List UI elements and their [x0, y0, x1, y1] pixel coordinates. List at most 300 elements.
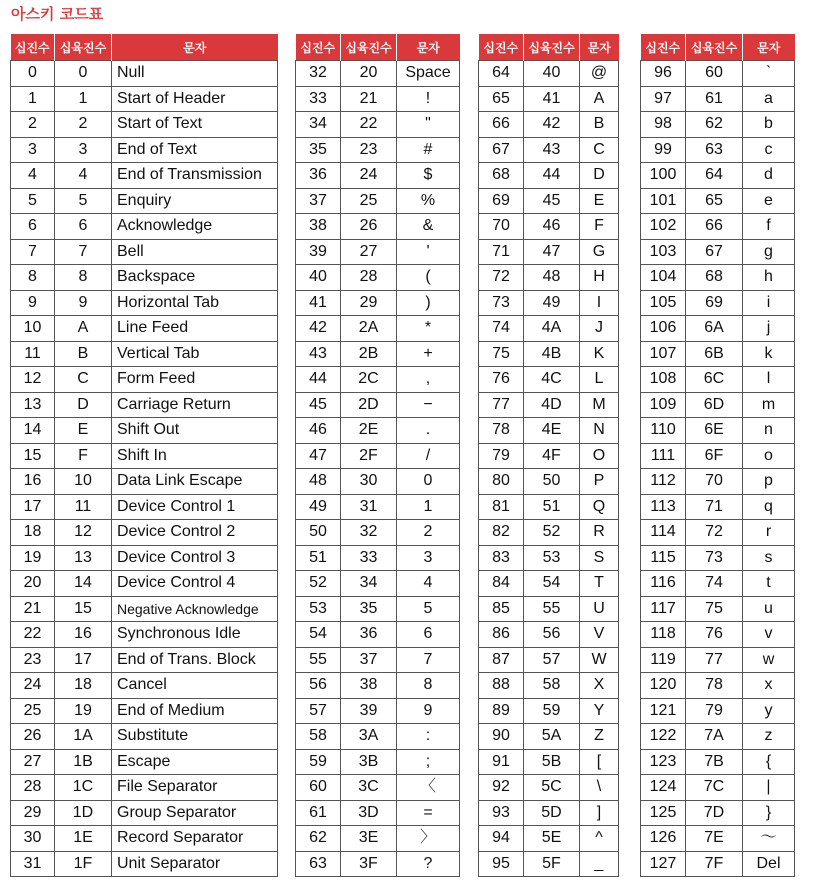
cell-hex: 7 [55, 239, 112, 265]
cell-char: ) [397, 290, 460, 316]
cell-char: U [580, 596, 619, 622]
cell-char: N [580, 418, 619, 444]
table-row [641, 545, 795, 571]
cell-decimal: 25 [11, 698, 55, 724]
cell-hex: 1 [55, 86, 112, 112]
table-row [296, 520, 460, 546]
cell-hex: 43 [524, 137, 580, 163]
cell-hex: 5B [524, 749, 580, 775]
table-row [479, 520, 619, 546]
table-row [296, 239, 460, 265]
cell-decimal: 70 [479, 214, 524, 240]
cell-decimal: 9 [11, 290, 55, 316]
cell-decimal: 0 [11, 61, 55, 87]
table-row [479, 214, 619, 240]
cell-char: 6 [397, 622, 460, 648]
table-row [641, 494, 795, 520]
cell-decimal: 100 [641, 163, 686, 189]
cell-char: v [743, 622, 795, 648]
cell-decimal: 102 [641, 214, 686, 240]
cell-decimal: 35 [296, 137, 341, 163]
cell-char: File Separator [112, 775, 278, 801]
cell-decimal: 3 [11, 137, 55, 163]
cell-char: / [397, 443, 460, 469]
table-row [11, 61, 278, 87]
cell-decimal: 17 [11, 494, 55, 520]
cell-decimal: 72 [479, 265, 524, 291]
cell-char: q [743, 494, 795, 520]
cell-decimal: 103 [641, 239, 686, 265]
cell-hex: 44 [524, 163, 580, 189]
table-row [296, 443, 460, 469]
cell-decimal: 86 [479, 622, 524, 648]
cell-hex: 22 [341, 112, 397, 138]
cell-hex: 6A [686, 316, 743, 342]
cell-hex: 41 [524, 86, 580, 112]
cell-hex: 5 [55, 188, 112, 214]
cell-decimal: 101 [641, 188, 686, 214]
cell-decimal: 76 [479, 367, 524, 393]
cell-char: [ [580, 749, 619, 775]
cell-decimal: 21 [11, 596, 55, 622]
cell-hex: 38 [341, 673, 397, 699]
cell-hex: 15 [55, 596, 112, 622]
cell-hex: 45 [524, 188, 580, 214]
cell-decimal: 53 [296, 596, 341, 622]
table-row [641, 443, 795, 469]
cell-decimal: 117 [641, 596, 686, 622]
table-row [641, 520, 795, 546]
cell-decimal: 26 [11, 724, 55, 750]
cell-hex: 8 [55, 265, 112, 291]
cell-decimal: 20 [11, 571, 55, 597]
cell-decimal: 107 [641, 341, 686, 367]
table-row [641, 418, 795, 444]
cell-char: End of Trans. Block [112, 647, 278, 673]
cell-decimal: 104 [641, 265, 686, 291]
cell-decimal: 52 [296, 571, 341, 597]
cell-decimal: 75 [479, 341, 524, 367]
cell-decimal: 98 [641, 112, 686, 138]
cell-hex: 52 [524, 520, 580, 546]
table-row [11, 290, 278, 316]
cell-decimal: 81 [479, 494, 524, 520]
cell-hex: 54 [524, 571, 580, 597]
header-decimal: 십진수 [296, 34, 341, 61]
table-row [296, 494, 460, 520]
cell-char: Carriage Return [112, 392, 278, 418]
cell-char: Null [112, 61, 278, 87]
cell-hex: 35 [341, 596, 397, 622]
cell-hex: 74 [686, 571, 743, 597]
cell-char: H [580, 265, 619, 291]
cell-char: Shift In [112, 443, 278, 469]
table-header-row [479, 34, 619, 61]
cell-char: , [397, 367, 460, 393]
cell-decimal: 68 [479, 163, 524, 189]
cell-char: : [397, 724, 460, 750]
table-row [11, 86, 278, 112]
cell-decimal: 112 [641, 469, 686, 495]
cell-decimal: 42 [296, 316, 341, 342]
table-row [11, 316, 278, 342]
cell-char: Line Feed [112, 316, 278, 342]
cell-decimal: 6 [11, 214, 55, 240]
cell-hex: 6C [686, 367, 743, 393]
cell-decimal: 56 [296, 673, 341, 699]
table-row [11, 265, 278, 291]
cell-decimal: 92 [479, 775, 524, 801]
cell-char: b [743, 112, 795, 138]
cell-hex: 20 [341, 61, 397, 87]
cell-decimal: 97 [641, 86, 686, 112]
table-row [11, 443, 278, 469]
cell-char: L [580, 367, 619, 393]
cell-char: Device Control 3 [112, 545, 278, 571]
table-row [641, 367, 795, 393]
cell-decimal: 46 [296, 418, 341, 444]
table-row [641, 163, 795, 189]
table-row [296, 290, 460, 316]
table-row [11, 520, 278, 546]
table-row [11, 800, 278, 826]
table-row [11, 367, 278, 393]
cell-decimal: 111 [641, 443, 686, 469]
cell-hex: 4E [524, 418, 580, 444]
cell-hex: 6 [55, 214, 112, 240]
cell-decimal: 116 [641, 571, 686, 597]
table-row [11, 469, 278, 495]
table-row [296, 800, 460, 826]
cell-decimal: 40 [296, 265, 341, 291]
cell-char: ～ [743, 826, 795, 852]
table-row [479, 647, 619, 673]
cell-decimal: 106 [641, 316, 686, 342]
cell-hex: 24 [341, 163, 397, 189]
cell-char: Synchronous Idle [112, 622, 278, 648]
cell-char: i [743, 290, 795, 316]
table-row [479, 469, 619, 495]
cell-hex: 3C [341, 775, 397, 801]
cell-hex: 5E [524, 826, 580, 852]
cell-char: Acknowledge [112, 214, 278, 240]
table-row [296, 749, 460, 775]
table-row [479, 545, 619, 571]
cell-decimal: 90 [479, 724, 524, 750]
cell-char: & [397, 214, 460, 240]
header-hex: 십육진수 [55, 34, 112, 61]
cell-decimal: 125 [641, 800, 686, 826]
cell-decimal: 124 [641, 775, 686, 801]
table-row [11, 188, 278, 214]
table-row [641, 775, 795, 801]
cell-char: G [580, 239, 619, 265]
cell-decimal: 77 [479, 392, 524, 418]
cell-hex: 5F [524, 851, 580, 877]
cell-decimal: 94 [479, 826, 524, 852]
cell-hex: 7B [686, 749, 743, 775]
cell-decimal: 19 [11, 545, 55, 571]
table-row [641, 239, 795, 265]
cell-hex: 31 [341, 494, 397, 520]
table-header-row [11, 34, 278, 61]
table-row [296, 775, 460, 801]
cell-char: = [397, 800, 460, 826]
cell-hex: 50 [524, 469, 580, 495]
cell-char: 8 [397, 673, 460, 699]
cell-hex: 2A [341, 316, 397, 342]
cell-decimal: 12 [11, 367, 55, 393]
cell-hex: 3F [341, 851, 397, 877]
cell-hex: 4 [55, 163, 112, 189]
cell-hex: 3D [341, 800, 397, 826]
table-row [296, 673, 460, 699]
cell-decimal: 113 [641, 494, 686, 520]
cell-char: W [580, 647, 619, 673]
cell-decimal: 14 [11, 418, 55, 444]
table-row [11, 673, 278, 699]
cell-hex: 75 [686, 596, 743, 622]
cell-hex: 2B [341, 341, 397, 367]
table-row [641, 214, 795, 240]
cell-char: w [743, 647, 795, 673]
table-row [641, 392, 795, 418]
cell-char: d [743, 163, 795, 189]
cell-char: Device Control 2 [112, 520, 278, 546]
cell-decimal: 120 [641, 673, 686, 699]
cell-char: p [743, 469, 795, 495]
cell-char: J [580, 316, 619, 342]
table-row [11, 137, 278, 163]
cell-char: y [743, 698, 795, 724]
cell-hex: 76 [686, 622, 743, 648]
table-row [641, 622, 795, 648]
table-row [11, 571, 278, 597]
cell-hex: 53 [524, 545, 580, 571]
cell-decimal: 83 [479, 545, 524, 571]
header-hex: 십육진수 [686, 34, 743, 61]
cell-hex: 36 [341, 622, 397, 648]
table-row [479, 341, 619, 367]
cell-decimal: 126 [641, 826, 686, 852]
cell-decimal: 29 [11, 800, 55, 826]
cell-hex: 12 [55, 520, 112, 546]
cell-char: Start of Header [112, 86, 278, 112]
cell-hex: 71 [686, 494, 743, 520]
cell-hex: 2E [341, 418, 397, 444]
table-row [479, 239, 619, 265]
cell-decimal: 66 [479, 112, 524, 138]
cell-char: Form Feed [112, 367, 278, 393]
table-row [641, 469, 795, 495]
cell-hex: 57 [524, 647, 580, 673]
table-row [296, 112, 460, 138]
cell-char: # [397, 137, 460, 163]
cell-decimal: 51 [296, 545, 341, 571]
cell-hex: 6D [686, 392, 743, 418]
cell-char: S [580, 545, 619, 571]
cell-hex: 3 [55, 137, 112, 163]
cell-char: ? [397, 851, 460, 877]
cell-decimal: 110 [641, 418, 686, 444]
cell-decimal: 105 [641, 290, 686, 316]
cell-hex: 7D [686, 800, 743, 826]
cell-decimal: 80 [479, 469, 524, 495]
cell-char: X [580, 673, 619, 699]
cell-decimal: 1 [11, 86, 55, 112]
cell-hex: 68 [686, 265, 743, 291]
cell-hex: 29 [341, 290, 397, 316]
cell-char: z [743, 724, 795, 750]
cell-char: 3 [397, 545, 460, 571]
table-row [11, 163, 278, 189]
table-row [296, 392, 460, 418]
table-row [479, 698, 619, 724]
cell-decimal: 67 [479, 137, 524, 163]
cell-hex: 46 [524, 214, 580, 240]
table-row [296, 214, 460, 240]
table-header-row [641, 34, 795, 61]
cell-char: E [580, 188, 619, 214]
cell-hex: 1A [55, 724, 112, 750]
cell-hex: 1D [55, 800, 112, 826]
table-row [296, 86, 460, 112]
cell-hex: 4C [524, 367, 580, 393]
table-row [296, 469, 460, 495]
cell-char: − [397, 392, 460, 418]
cell-decimal: 95 [479, 851, 524, 877]
table-row [641, 265, 795, 291]
cell-decimal: 5 [11, 188, 55, 214]
cell-hex: 14 [55, 571, 112, 597]
table-row [641, 851, 795, 877]
table-row [641, 86, 795, 112]
cell-hex: 2C [341, 367, 397, 393]
cell-hex: F [55, 443, 112, 469]
table-row [479, 775, 619, 801]
table-row [641, 826, 795, 852]
table-row [11, 239, 278, 265]
cell-char: h [743, 265, 795, 291]
cell-char: Record Separator [112, 826, 278, 852]
cell-hex: 4A [524, 316, 580, 342]
table-row [296, 418, 460, 444]
cell-decimal: 36 [296, 163, 341, 189]
cell-decimal: 31 [11, 851, 55, 877]
cell-char: ; [397, 749, 460, 775]
cell-decimal: 43 [296, 341, 341, 367]
cell-decimal: 44 [296, 367, 341, 393]
cell-decimal: 121 [641, 698, 686, 724]
cell-char: I [580, 290, 619, 316]
table-row [296, 137, 460, 163]
cell-decimal: 18 [11, 520, 55, 546]
cell-hex: D [55, 392, 112, 418]
cell-char: @ [580, 61, 619, 87]
cell-char: " [397, 112, 460, 138]
cell-hex: 4D [524, 392, 580, 418]
cell-char: + [397, 341, 460, 367]
table-row [11, 826, 278, 852]
table-row [479, 367, 619, 393]
table-row [641, 673, 795, 699]
table-row [296, 596, 460, 622]
cell-hex: 5A [524, 724, 580, 750]
cell-char: 1 [397, 494, 460, 520]
page-title: 아스키 코드표 [11, 5, 104, 23]
table-row [641, 137, 795, 163]
cell-char: K [580, 341, 619, 367]
cell-hex: 23 [341, 137, 397, 163]
table-row [296, 188, 460, 214]
header-decimal: 십진수 [641, 34, 686, 61]
cell-decimal: 71 [479, 239, 524, 265]
cell-hex: 62 [686, 112, 743, 138]
cell-char: 9 [397, 698, 460, 724]
cell-char: 2 [397, 520, 460, 546]
table-row [296, 826, 460, 852]
cell-hex: 7F [686, 851, 743, 877]
cell-hex: 19 [55, 698, 112, 724]
table-row [641, 61, 795, 87]
cell-decimal: 58 [296, 724, 341, 750]
table-row [641, 571, 795, 597]
cell-char: { [743, 749, 795, 775]
table-row [479, 265, 619, 291]
cell-char: l [743, 367, 795, 393]
cell-decimal: 15 [11, 443, 55, 469]
cell-decimal: 8 [11, 265, 55, 291]
cell-decimal: 24 [11, 673, 55, 699]
table-row [479, 749, 619, 775]
table-row [641, 112, 795, 138]
header-char: 문자 [743, 34, 795, 61]
cell-char: s [743, 545, 795, 571]
cell-char: j [743, 316, 795, 342]
cell-hex: 67 [686, 239, 743, 265]
cell-char: D [580, 163, 619, 189]
cell-decimal: 118 [641, 622, 686, 648]
table-row [641, 647, 795, 673]
cell-hex: 21 [341, 86, 397, 112]
table-row [11, 596, 278, 622]
cell-decimal: 37 [296, 188, 341, 214]
cell-decimal: 88 [479, 673, 524, 699]
cell-char: Backspace [112, 265, 278, 291]
cell-decimal: 123 [641, 749, 686, 775]
cell-hex: 2 [55, 112, 112, 138]
cell-char: A [580, 86, 619, 112]
cell-decimal: 122 [641, 724, 686, 750]
table-row [296, 61, 460, 87]
cell-decimal: 65 [479, 86, 524, 112]
cell-char: Start of Text [112, 112, 278, 138]
cell-char: % [397, 188, 460, 214]
cell-hex: 60 [686, 61, 743, 87]
cell-char: Data Link Escape [112, 469, 278, 495]
cell-decimal: 11 [11, 341, 55, 367]
table-row [641, 596, 795, 622]
cell-hex: 39 [341, 698, 397, 724]
cell-hex: 1C [55, 775, 112, 801]
cell-decimal: 82 [479, 520, 524, 546]
cell-decimal: 30 [11, 826, 55, 852]
cell-decimal: 47 [296, 443, 341, 469]
table-row [479, 137, 619, 163]
cell-hex: 79 [686, 698, 743, 724]
cell-char: V [580, 622, 619, 648]
cell-char: Y [580, 698, 619, 724]
